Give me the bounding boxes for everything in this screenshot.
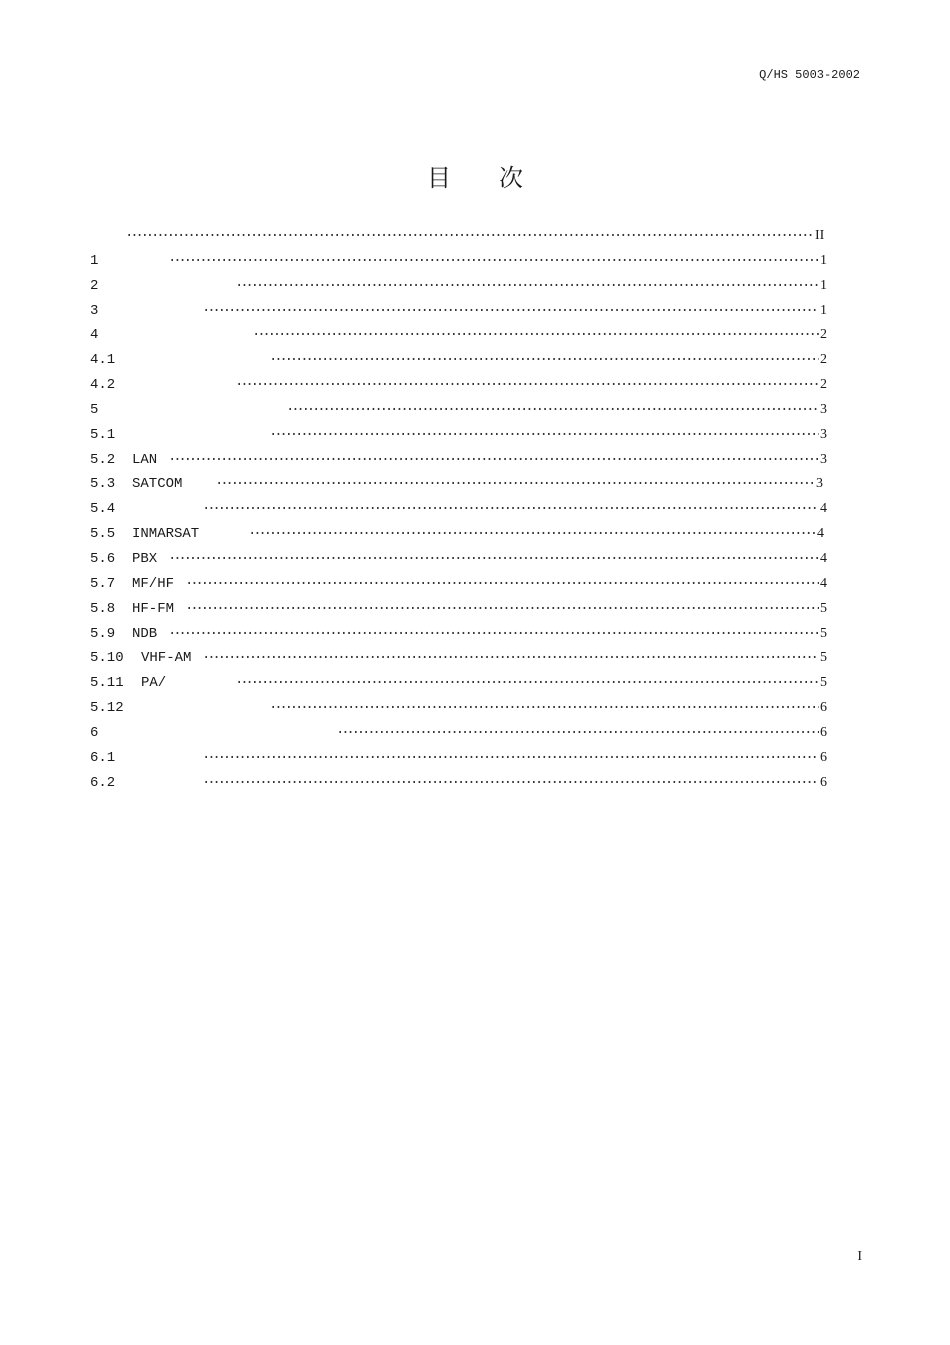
toc-page-number: 3: [816, 476, 823, 492]
dot-leader: [269, 350, 819, 370]
toc-number: 6.1: [90, 749, 116, 766]
toc-page-number: 3: [820, 426, 827, 442]
toc-entry[interactable]: [90, 748, 830, 773]
toc-number: 6.2: [90, 774, 116, 791]
toc-page-number: 3: [820, 451, 827, 467]
toc-entry[interactable]: [90, 251, 830, 276]
toc-number: 2: [90, 277, 99, 294]
toc-page-number: II: [815, 228, 825, 243]
toc-number: 5.7: [90, 575, 116, 592]
dot-leader: [336, 723, 819, 743]
dot-leader: [269, 698, 819, 718]
dot-leader: [168, 251, 819, 271]
standard-code: Q/HS 5003-2002: [759, 68, 860, 82]
dot-leader: [168, 624, 819, 644]
toc-number: 4.1: [90, 352, 116, 369]
toc-page-number: 3: [820, 401, 827, 417]
toc-label: SATCOM: [132, 476, 183, 493]
toc-page-number: 4: [817, 526, 824, 542]
toc-label: MF/HF: [132, 575, 175, 592]
dot-leader: [202, 773, 819, 793]
toc-label: PBX: [132, 550, 158, 567]
toc-label: HF-FM: [132, 600, 175, 617]
toc-entry[interactable]: [90, 599, 830, 624]
toc-entry[interactable]: [90, 648, 830, 673]
toc-entry[interactable]: [90, 773, 830, 798]
toc-entry[interactable]: [90, 325, 830, 350]
toc-page-number: 6: [820, 774, 827, 790]
toc-page-number: 2: [820, 327, 827, 343]
toc-page-number: 5: [820, 650, 827, 666]
toc-number: 6: [90, 724, 99, 741]
toc-entry[interactable]: [90, 350, 830, 375]
dot-leader: [202, 301, 819, 321]
toc-entry[interactable]: [90, 474, 830, 499]
toc-number: 5.2: [90, 451, 116, 468]
toc-label: INMARSAT: [132, 526, 200, 543]
toc-number: 4.2: [90, 377, 116, 394]
toc-entry[interactable]: [90, 450, 830, 475]
dot-leader: [185, 599, 819, 619]
dot-leader: [202, 648, 819, 668]
toc-label: LAN: [132, 451, 158, 468]
toc-page-number: 1: [820, 277, 827, 293]
toc-page-number: 4: [820, 501, 827, 517]
toc-number: 5.5: [90, 526, 116, 543]
toc-number: 5.10: [90, 650, 124, 667]
dot-leader: [269, 425, 819, 445]
dot-leader: [252, 325, 819, 345]
dot-leader: [202, 748, 819, 768]
toc-entry[interactable]: [90, 524, 830, 549]
toc-entry[interactable]: [90, 723, 830, 748]
dot-leader: [125, 226, 813, 246]
dot-leader: [248, 524, 816, 544]
toc-entry[interactable]: [90, 574, 830, 599]
toc-page-number: 5: [820, 675, 827, 691]
toc-number: 5.1: [90, 426, 116, 443]
dot-leader: [235, 375, 819, 395]
toc-label: VHF-AM: [141, 650, 192, 667]
toc-number: 5.8: [90, 600, 116, 617]
toc-page-number: 6: [820, 700, 827, 716]
toc-number: 1: [90, 252, 99, 269]
toc-page-number: 4: [820, 575, 827, 591]
toc-number: 5.3: [90, 476, 116, 493]
dot-leader: [235, 276, 819, 296]
toc-entry[interactable]: [90, 673, 830, 698]
toc-entry[interactable]: [90, 624, 830, 649]
dot-leader: [185, 574, 819, 594]
toc-page-number: 1: [820, 252, 827, 268]
toc-number: 5.9: [90, 625, 116, 642]
toc-page-number: 6: [820, 724, 827, 740]
toc-entry[interactable]: [90, 375, 830, 400]
toc-page-number: 5: [820, 625, 827, 641]
toc-entry[interactable]: [90, 698, 830, 723]
toc-number: 3: [90, 302, 99, 319]
page-number: I: [857, 1249, 862, 1264]
toc-page-number: 2: [820, 352, 827, 368]
dot-leader: [235, 673, 819, 693]
table-of-contents: [90, 226, 830, 797]
dot-leader: [168, 549, 819, 569]
toc-number: 5.6: [90, 550, 116, 567]
toc-entry[interactable]: [90, 301, 830, 326]
toc-page-number: 2: [820, 377, 827, 393]
dot-leader: [215, 474, 815, 494]
toc-entry[interactable]: [90, 549, 830, 574]
toc-entry[interactable]: [90, 400, 830, 425]
toc-page-number: 4: [820, 550, 827, 566]
toc-page-number: 6: [820, 749, 827, 765]
page-title: 目次: [427, 164, 571, 192]
toc-number: 5.12: [90, 700, 124, 717]
toc-label: NDB: [132, 625, 158, 642]
dot-leader: [202, 499, 819, 519]
toc-entry[interactable]: [90, 425, 830, 450]
toc-page-number: 1: [820, 302, 827, 318]
toc-entry[interactable]: [90, 499, 830, 524]
toc-label: PA/: [141, 675, 167, 692]
toc-number: 5.4: [90, 501, 116, 518]
dot-leader: [286, 400, 819, 420]
dot-leader: [168, 450, 819, 470]
toc-page-number: 5: [820, 600, 827, 616]
toc-entry[interactable]: [90, 276, 830, 301]
toc-number: 5.11: [90, 675, 124, 692]
toc-number: 5: [90, 401, 99, 418]
toc-number: 4: [90, 327, 99, 344]
toc-entry[interactable]: [90, 226, 830, 251]
